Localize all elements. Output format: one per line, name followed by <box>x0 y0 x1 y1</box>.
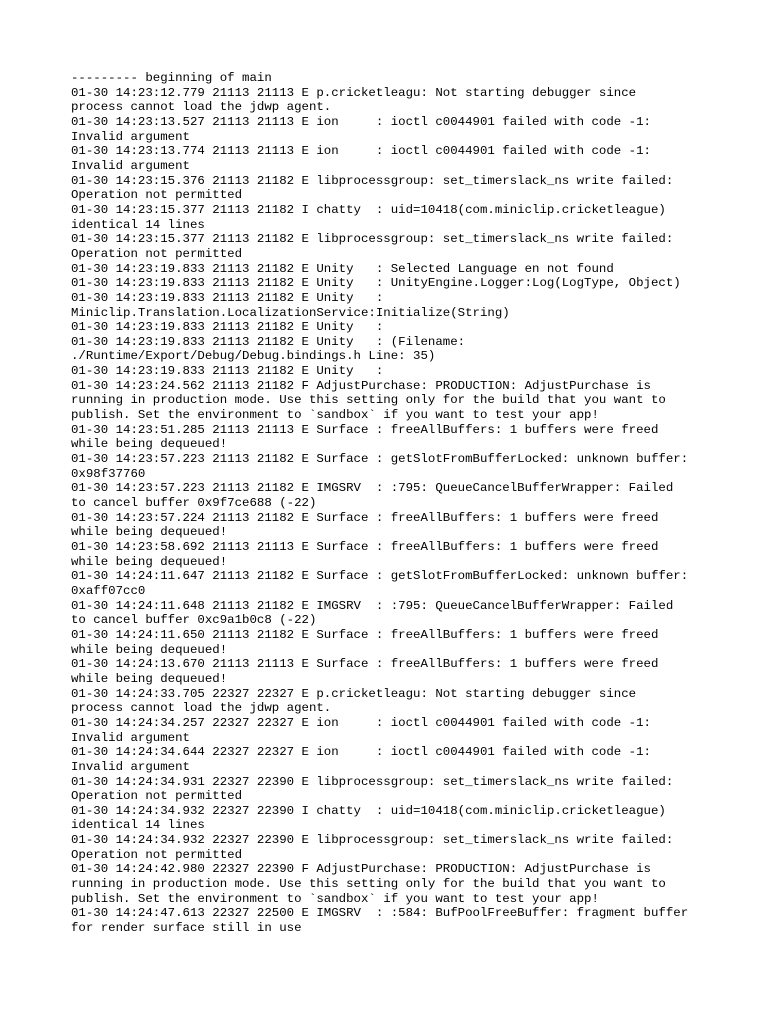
log-line: 01-30 14:24:42.980 22327 22390 F AdjustPurchase: PRODUCTION: AdjustPurchase is <box>71 862 651 877</box>
log-line: 01-30 14:23:12.779 21113 21113 E p.cricketleagu: Not starting debugger since <box>71 85 637 100</box>
log-line: running in production mode. Use this setting only for the build that you want to <box>71 877 666 892</box>
log-line: 01-30 14:23:15.377 21113 21182 E libprocessgroup: set_timerslack_ns write failed: <box>71 232 674 247</box>
log-line: 01-30 14:24:13.670 21113 21113 E Surface : freeAllBuffers: 1 buffers were freed <box>71 657 659 672</box>
log-line: 01-30 14:23:19.833 21113 21182 E Unity : <box>71 290 384 305</box>
log-line: to cancel buffer 0x9f7ce688 (-22) <box>71 496 317 511</box>
log-line: 01-30 14:23:19.833 21113 21182 E Unity : <box>71 364 384 379</box>
log-line: 01-30 14:23:15.377 21113 21182 I chatty : uid=10418(com.miniclip.cricketleague) <box>71 202 666 217</box>
log-line: while being dequeued! <box>71 554 228 569</box>
log-line: 01-30 14:23:19.833 21113 21182 E Unity : Selected Language en not found <box>71 261 614 276</box>
log-line: 0xaff07cc0 <box>71 583 146 598</box>
log-line: 01-30 14:24:34.257 22327 22327 E ion : ioctl c0044901 failed with code -1: <box>71 715 651 730</box>
log-line: identical 14 lines <box>71 217 205 232</box>
log-line: 01-30 14:23:15.376 21113 21182 E libprocessgroup: set_timerslack_ns write failed: <box>71 173 674 188</box>
log-line: 01-30 14:24:34.932 22327 22390 I chatty : uid=10418(com.miniclip.cricketleague) <box>71 803 666 818</box>
log-line: to cancel buffer 0xc9a1b0c8 (-22) <box>71 613 317 628</box>
log-line: identical 14 lines <box>71 818 205 833</box>
log-line: while being dequeued! <box>71 671 228 686</box>
log-line: 01-30 14:23:19.833 21113 21182 E Unity : <box>71 320 384 335</box>
log-line: Operation not permitted <box>71 188 243 203</box>
log-line: 01-30 14:24:47.613 22327 22500 E IMGSRV : :584: BufPoolFreeBuffer: fragment buffer <box>71 906 689 921</box>
log-line: 01-30 14:23:57.223 21113 21182 E IMGSRV : :795: QueueCancelBufferWrapper: Failed <box>71 481 674 496</box>
log-line: Invalid argument <box>71 129 190 144</box>
log-line: 01-30 14:24:11.648 21113 21182 E IMGSRV : :795: QueueCancelBufferWrapper: Failed <box>71 598 674 613</box>
log-line: 01-30 14:24:11.650 21113 21182 E Surface : freeAllBuffers: 1 buffers were freed <box>71 627 659 642</box>
log-line: Invalid argument <box>71 158 190 173</box>
log-line: Operation not permitted <box>71 789 243 804</box>
log-line: process cannot load the jdwp agent. <box>71 100 332 115</box>
log-line: publish. Set the environment to `sandbox` if you want to test your app! <box>71 891 599 906</box>
log-line: 01-30 14:24:34.932 22327 22390 E libprocessgroup: set_timerslack_ns write failed: <box>71 833 674 848</box>
log-line: 01-30 14:23:57.224 21113 21182 E Surface : freeAllBuffers: 1 buffers were freed <box>71 510 659 525</box>
log-line: process cannot load the jdwp agent. <box>71 701 332 716</box>
log-line: ./Runtime/Export/Debug/Debug.bindings.h Line: 35) <box>71 349 436 364</box>
log-line: while being dequeued! <box>71 437 228 452</box>
log-line: 01-30 14:23:13.774 21113 21113 E ion : ioctl c0044901 failed with code -1: <box>71 144 651 159</box>
log-line: while being dequeued! <box>71 642 228 657</box>
log-line: 01-30 14:24:11.647 21113 21182 E Surface : getSlotFromBufferLocked: unknown buffer: <box>71 569 689 584</box>
log-line: 01-30 14:23:57.223 21113 21182 E Surface : getSlotFromBufferLocked: unknown buffer: <box>71 452 689 467</box>
log-line: 01-30 14:24:34.644 22327 22327 E ion : ioctl c0044901 failed with code -1: <box>71 745 651 760</box>
log-line: 01-30 14:23:13.527 21113 21113 E ion : ioctl c0044901 failed with code -1: <box>71 114 651 129</box>
log-line: --------- beginning of main <box>71 71 272 85</box>
log-line: for render surface still in use <box>71 921 302 936</box>
log-text <box>71 71 761 936</box>
log-line: running in production mode. Use this setting only for the build that you want to <box>71 393 666 408</box>
log-line: 01-30 14:24:33.705 22327 22327 E p.cricketleagu: Not starting debugger since <box>71 686 637 701</box>
log-line: while being dequeued! <box>71 525 228 540</box>
log-line: 01-30 14:23:19.833 21113 21182 E Unity : UnityEngine.Logger:Log(LogType, Object) <box>71 276 681 291</box>
log-line: Miniclip.Translation.LocalizationService:Initialize(String) <box>71 305 510 320</box>
log-line: 0x98f37760 <box>71 466 146 481</box>
log-line: 01-30 14:23:19.833 21113 21182 E Unity : (Filename: <box>71 334 466 349</box>
log-line: 01-30 14:23:58.692 21113 21113 E Surface : freeAllBuffers: 1 buffers were freed <box>71 540 659 554</box>
log-line: publish. Set the environment to `sandbox` if you want to test your app! <box>71 408 599 423</box>
log-line: Invalid argument <box>71 759 190 774</box>
log-line: 01-30 14:23:24.562 21113 21182 F AdjustPurchase: PRODUCTION: AdjustPurchase is <box>71 378 651 393</box>
log-line: Invalid argument <box>71 730 190 745</box>
log-line: 01-30 14:24:34.931 22327 22390 E libprocessgroup: set_timerslack_ns write failed: <box>71 774 674 789</box>
log-line: 01-30 14:23:51.285 21113 21113 E Surface : freeAllBuffers: 1 buffers were freed <box>71 422 659 437</box>
log-line: Operation not permitted <box>71 246 243 261</box>
log-line: Operation not permitted <box>71 847 243 862</box>
